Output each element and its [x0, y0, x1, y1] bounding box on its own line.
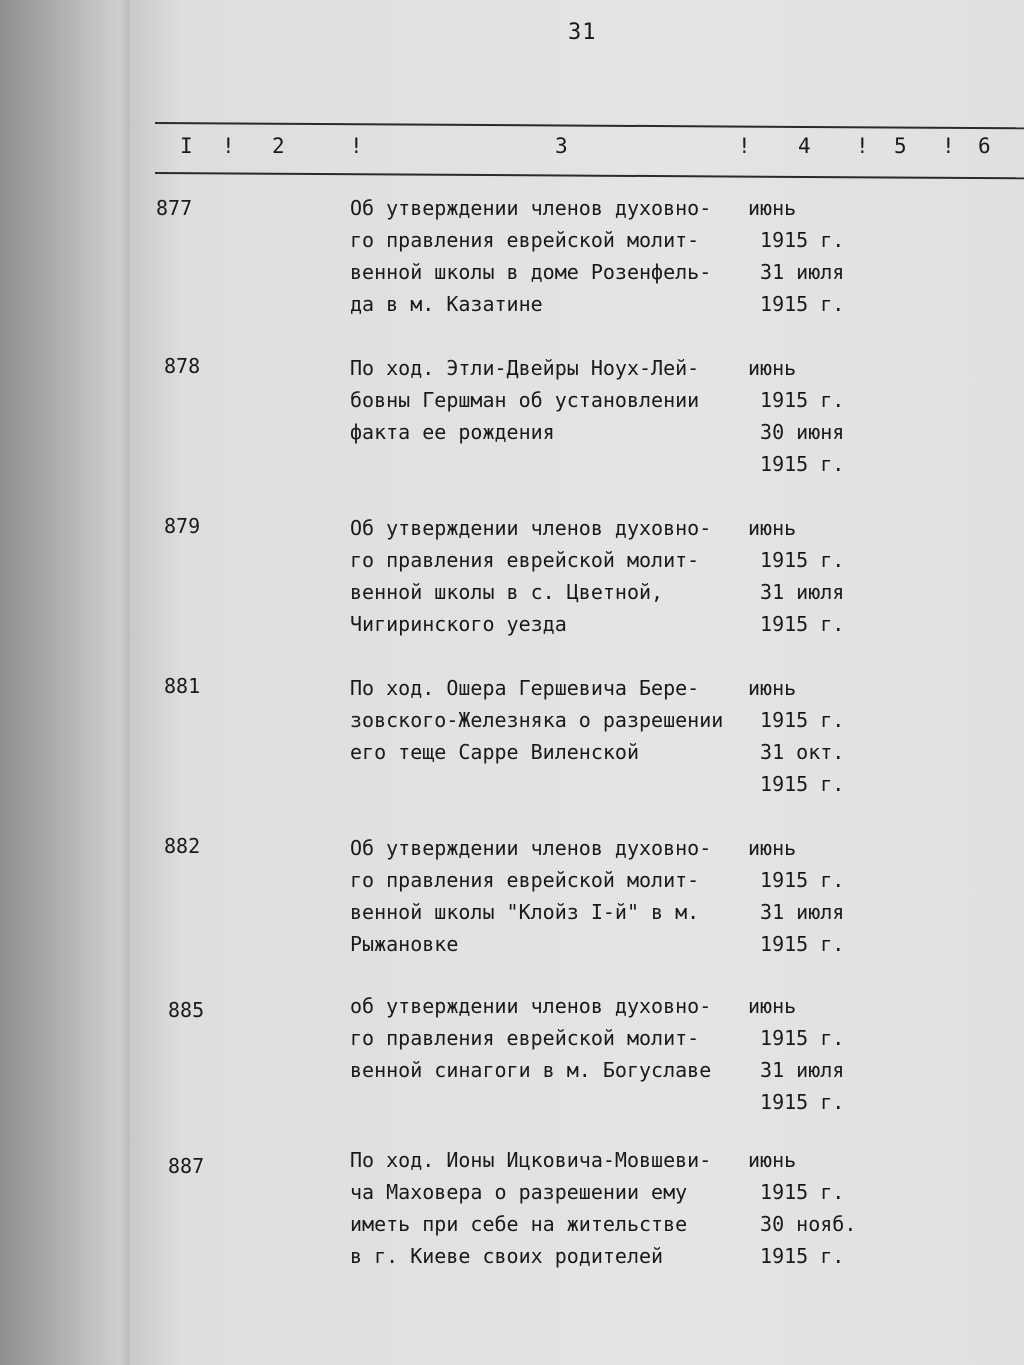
description-line: бовны Гершман об установлении: [350, 388, 700, 412]
column-header-5: 5: [894, 134, 907, 158]
entry-description: [350, 990, 750, 1086]
description-line: венной синагоги в м. Богуславе: [350, 1058, 712, 1082]
date-line: 31 июля: [748, 900, 845, 924]
date-line: 1915 г.: [748, 1026, 845, 1050]
document-page: [130, 0, 1024, 1365]
entry-description: [350, 352, 750, 448]
date-line: 1915 г.: [748, 1090, 845, 1114]
description-line: Об утверждении членов духовно-: [350, 836, 712, 860]
date-line: июнь: [748, 356, 797, 380]
facing-page-edge: [0, 0, 140, 1365]
description-line: По ход. Ионы Ицковича-Мовшеви-: [350, 1148, 712, 1172]
description-line: Рыжановке: [350, 932, 459, 956]
date-line: 1915 г.: [748, 452, 845, 476]
date-line: 1915 г.: [748, 868, 845, 892]
date-line: 1915 г.: [748, 708, 845, 732]
entry-description: [350, 672, 750, 768]
date-line: 1915 г.: [748, 388, 845, 412]
column-header-4: 4: [798, 134, 811, 158]
date-line: 1915 г.: [748, 228, 845, 252]
date-line: 1915 г.: [748, 932, 845, 956]
date-line: 1915 г.: [748, 612, 845, 636]
entry-dates: [748, 990, 858, 1118]
entry-dates: [748, 832, 858, 960]
page-number: 31: [568, 20, 597, 45]
date-line: июнь: [748, 516, 797, 540]
header-top-rule: [155, 122, 1024, 129]
register-entry: [130, 990, 1024, 1130]
description-line: факта ее рождения: [350, 420, 555, 444]
column-separator: !: [856, 134, 869, 158]
date-line: 31 июля: [748, 260, 845, 284]
entry-dates: [748, 512, 858, 640]
description-line: По ход. Ошера Гершевича Бере-: [350, 676, 700, 700]
description-line: в г. Киеве своих родителей: [350, 1244, 664, 1268]
description-line: По ход. Этли-Двейры Ноух-Лей-: [350, 356, 700, 380]
description-line: венной школы "Клойз I-й" в м.: [350, 900, 700, 924]
date-line: июнь: [748, 836, 797, 860]
column-separator: !: [350, 134, 363, 158]
entry-dates: [748, 352, 858, 480]
entry-number: 879: [164, 514, 201, 538]
entry-number: 887: [168, 1154, 205, 1178]
date-line: 1915 г.: [748, 548, 845, 572]
entry-description: [350, 832, 750, 960]
description-line: го правления еврейской молит-: [350, 1026, 700, 1050]
description-line: иметь при себе на жительстве: [350, 1212, 688, 1236]
column-header-6: 6: [978, 134, 991, 158]
entry-number: 878: [164, 354, 201, 378]
date-line: 31 июля: [748, 1058, 845, 1082]
entry-number: 877: [156, 196, 193, 220]
column-separator: !: [738, 134, 751, 158]
date-line: 31 июля: [748, 580, 845, 604]
column-header-3: 3: [555, 134, 568, 158]
header-bottom-rule: [155, 172, 1024, 179]
column-separator: !: [222, 134, 235, 158]
entry-description: [350, 192, 750, 320]
description-line: зовского-Железняка о разрешении: [350, 708, 724, 732]
date-line: 31 окт.: [748, 740, 845, 764]
entry-number: 882: [164, 834, 201, 858]
date-line: 1915 г.: [748, 772, 845, 796]
column-header-1: I: [180, 134, 193, 158]
description-line: венной школы в доме Розенфель-: [350, 260, 712, 284]
description-line: го правления еврейской молит-: [350, 868, 700, 892]
date-line: июнь: [748, 1148, 797, 1172]
date-line: июнь: [748, 196, 797, 220]
register-entry: [130, 832, 1024, 972]
register-entry: [130, 1144, 1024, 1284]
entry-dates: [748, 192, 858, 320]
register-entry: [130, 192, 1024, 332]
date-line: 30 нояб.: [748, 1212, 857, 1236]
date-line: 1915 г.: [748, 1244, 845, 1268]
description-line: го правления еврейской молит-: [350, 228, 700, 252]
entry-dates: [748, 672, 858, 800]
date-line: 1915 г.: [748, 292, 845, 316]
description-line: ча Маховера о разрешении ему: [350, 1180, 688, 1204]
column-header-2: 2: [272, 134, 285, 158]
description-line: Чигиринского уезда: [350, 612, 567, 636]
register-entry: [130, 512, 1024, 652]
description-line: го правления еврейской молит-: [350, 548, 700, 572]
description-line: венной школы в с. Цветной,: [350, 580, 664, 604]
date-line: 30 июня: [748, 420, 845, 444]
date-line: июнь: [748, 994, 797, 1018]
description-line: Об утверждении членов духовно-: [350, 516, 712, 540]
entry-description: [350, 1144, 750, 1272]
column-separator: !: [942, 134, 955, 158]
entry-number: 885: [168, 998, 205, 1022]
description-line: Об утверждении членов духовно-: [350, 196, 712, 220]
register-entry: [130, 352, 1024, 492]
entry-dates: [748, 1144, 858, 1272]
description-line: об утверждении членов духовно-: [350, 994, 712, 1018]
date-line: июнь: [748, 676, 797, 700]
entry-description: [350, 512, 750, 640]
description-line: его теще Сарре Виленской: [350, 740, 639, 764]
date-line: 1915 г.: [748, 1180, 845, 1204]
description-line: да в м. Казатине: [350, 292, 543, 316]
entry-number: 881: [164, 674, 201, 698]
register-entry: [130, 672, 1024, 812]
